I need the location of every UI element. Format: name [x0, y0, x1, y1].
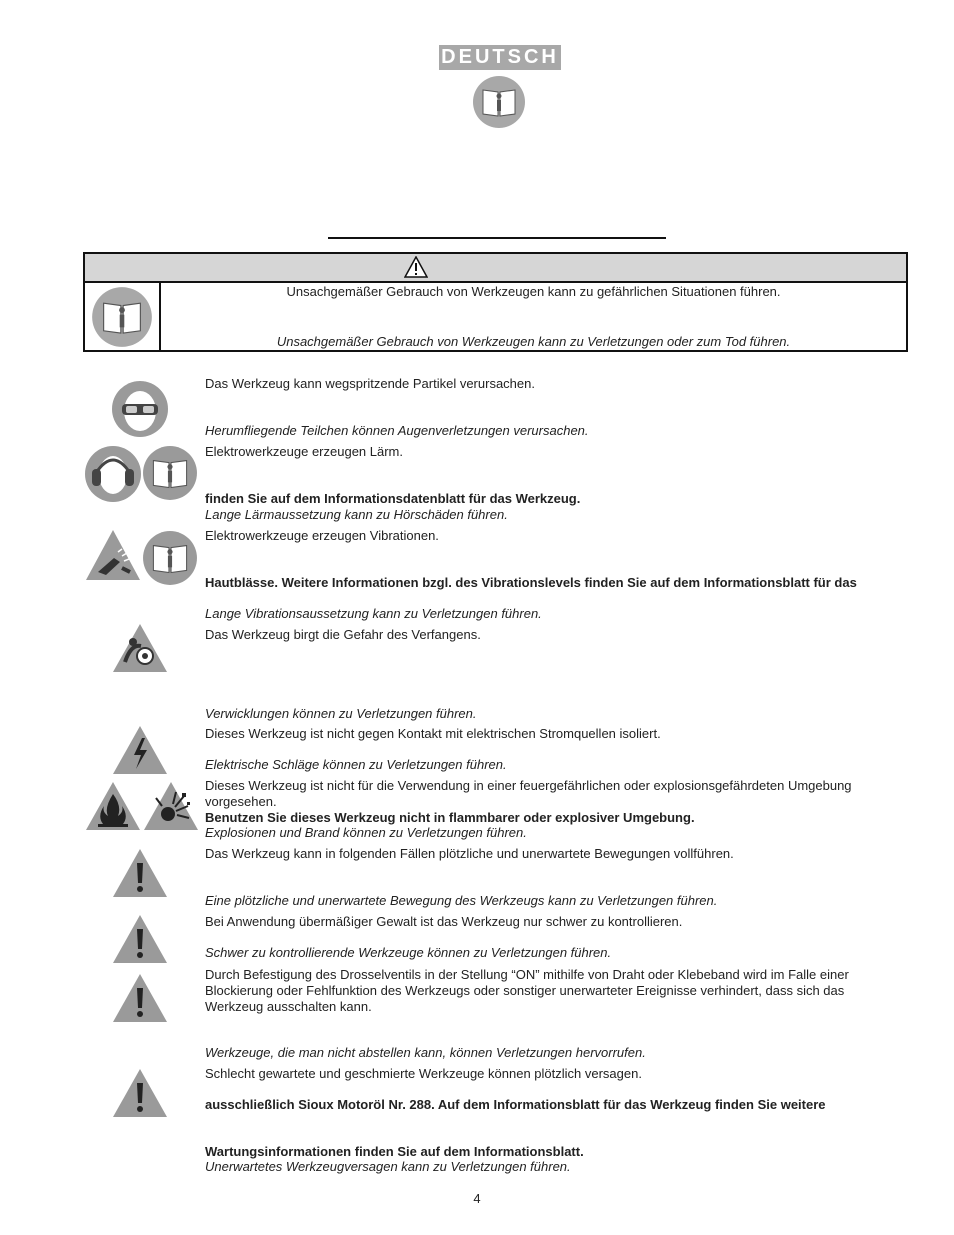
goggles-icon — [111, 380, 169, 438]
vibration-text: Elektrowerkzeuge erzeugen Vibrationen. — [205, 528, 439, 543]
ear-protection-icon — [84, 445, 142, 503]
page-number: 4 — [473, 1191, 481, 1206]
manual-info-icon — [142, 445, 198, 501]
general-warning-icon — [111, 847, 169, 899]
noise-text: Elektrowerkzeuge erzeugen Lärm. — [205, 444, 403, 459]
explosive-icon — [142, 780, 200, 832]
electric-consequence: Elektrische Schläge können zu Verletzungen führen. — [205, 757, 507, 772]
manual-info-icon — [91, 286, 153, 348]
entanglement-icon — [111, 622, 169, 674]
warning-text-hazard: Unsachgemäßer Gebrauch von Werkzeugen kann zu gefährlichen Situationen führen. — [286, 284, 781, 299]
force-consequence: Schwer zu kontrollierende Werkzeuge können zu Verletzungen führen. — [205, 945, 612, 960]
general-warning-icon — [111, 1067, 169, 1119]
explosive-consequence: Explosionen und Brand können zu Verletzungen führen. — [205, 825, 527, 840]
particles-text: Das Werkzeug kann wegspritzende Partikel verursachen. — [205, 376, 535, 391]
vibration-icon — [84, 528, 142, 582]
maintenance-bold-1: ausschließlich Sioux Motoröl Nr. 288. Auf dem Informationsblatt für das Werkzeug finden Sie weitere — [205, 1097, 826, 1112]
electric-shock-icon — [111, 724, 169, 776]
manual-info-icon — [142, 530, 198, 586]
throttle-text: Durch Befestigung des Drosselventils in der Stellung “ON” mithilfe von Draht oder Klebeband wird im Falle einer Blockierung oder Fehlfunktion des Werkzeugs oder sonstiger unerwarteter Ereignisse verhindert, dass sich das Werkzeug ausschalten kann. — [205, 967, 849, 1014]
maintenance-consequence: Unerwartetes Werkzeugversagen kann zu Verletzungen führen. — [205, 1159, 571, 1174]
motion-consequence: Eine plötzliche und unerwartete Bewegung des Werkzeugs kann zu Verletzungen führen. — [205, 893, 718, 908]
warning-text-consequence: Unsachgemäßer Gebrauch von Werkzeugen kann zu Verletzungen oder zum Tod führen. — [276, 334, 791, 349]
explosive-text: Dieses Werkzeug ist nicht für die Verwendung in einer feuergefährlichen oder explosionsgefährdeten Umgebung vorgesehen. — [205, 778, 852, 809]
entanglement-text: Das Werkzeug birgt die Gefahr des Verfangens. — [205, 627, 481, 642]
maintenance-text: Schlecht gewartete und geschmierte Werkzeuge können plötzlich versagen. — [205, 1066, 642, 1081]
title-rule — [328, 237, 666, 239]
force-text: Bei Anwendung übermäßiger Gewalt ist das Werkzeug nur schwer zu kontrollieren. — [205, 914, 683, 929]
throttle-consequence: Werkzeuge, die man nicht abstellen kann, können Verletzungen hervorrufen. — [205, 1045, 646, 1060]
vibration-consequence: Lange Vibrationsaussetzung kann zu Verletzungen führen. — [205, 606, 542, 621]
explosive-bold: Benutzen Sie dieses Werkzeug nicht in flammbarer oder explosiver Umgebung. — [205, 810, 695, 825]
general-warning-icon — [111, 913, 169, 965]
particles-consequence: Herumfliegende Teilchen können Augenverletzungen verursachen. — [205, 423, 589, 438]
noise-bold: finden Sie auf dem Informationsdatenblatt für das Werkzeug. — [205, 491, 581, 506]
manual-info-icon — [472, 75, 526, 129]
warning-box — [83, 252, 908, 352]
maintenance-bold-2: Wartungsinformationen finden Sie auf dem Informationsblatt. — [205, 1144, 584, 1159]
flammable-icon — [84, 780, 142, 832]
electric-text: Dieses Werkzeug ist nicht gegen Kontakt mit elektrischen Stromquellen isoliert. — [205, 726, 661, 741]
vibration-bold: Hautblässe. Weitere Informationen bzgl. des Vibrationslevels finden Sie auf dem Informationsblatt für das — [205, 575, 857, 590]
warning-triangle-icon — [404, 256, 428, 278]
warning-header — [85, 254, 906, 283]
language-badge: DEUTSCH — [439, 45, 561, 70]
noise-consequence: Lange Lärmaussetzung kann zu Hörschäden führen. — [205, 507, 508, 522]
motion-text: Das Werkzeug kann in folgenden Fällen plötzliche und unerwartete Bewegungen vollführen. — [205, 846, 734, 861]
general-warning-icon — [111, 972, 169, 1024]
entanglement-consequence: Verwicklungen können zu Verletzungen führen. — [205, 706, 477, 721]
warning-icon-cell — [85, 283, 161, 350]
